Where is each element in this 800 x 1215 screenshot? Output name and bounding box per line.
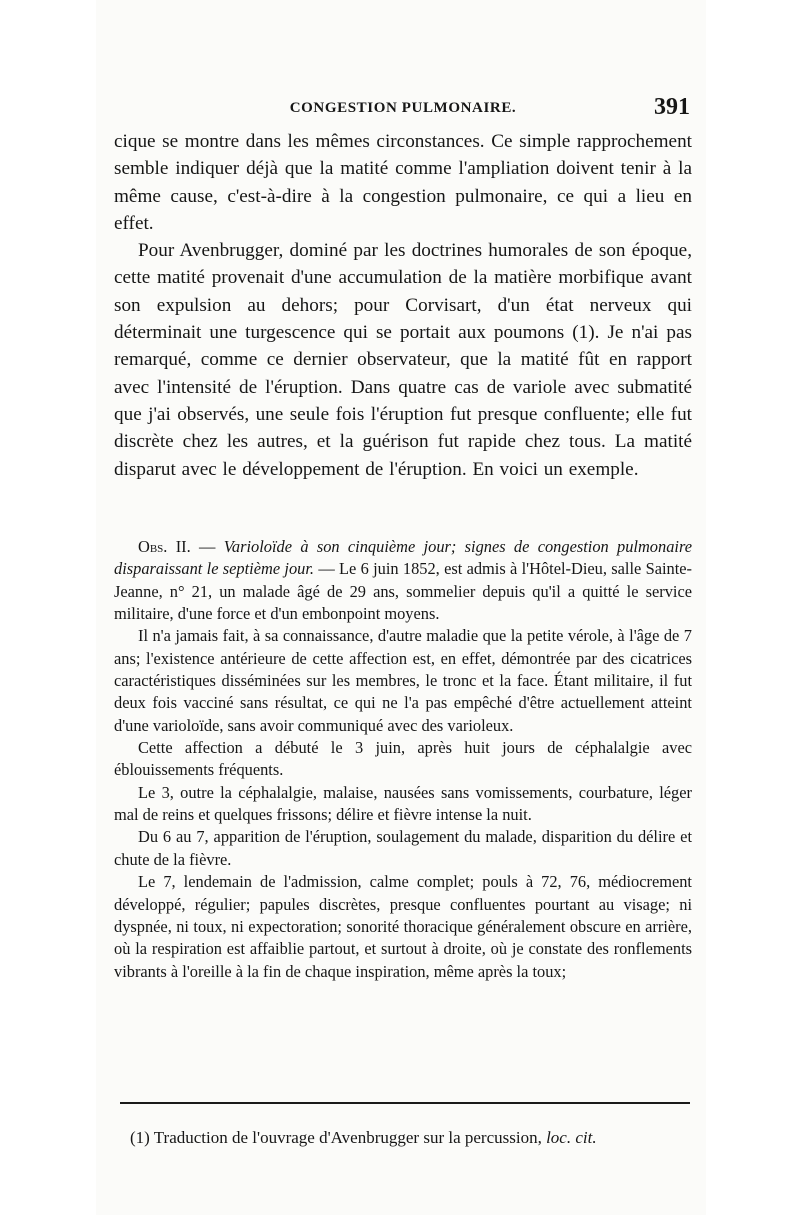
paragraph-continuation: cique se montre dans les mêmes circonstances. Ce simple rapprochement semble indiquer déjà que la matité comme l'ampliation doivent tenir à la même cause, c'est-à-dire à la congestion pulmonaire, ce qui a lieu en effet. [114,131,692,234]
observation-dash: — [190,537,224,556]
observation-title: Varioloïde à son cinquième jour; signes de congestion pulmonaire disparaissant le septième jour. [114,537,692,579]
observation-day-3: Le 3, outre la céphalalgie, malaise, nausées sans vomissements, courbature, léger mal de reins et quelques frissons; délire et fièvre intense la nuit. [114,782,692,825]
main-text [114,128,692,483]
running-head: CONGESTION PULMONAIRE. [289,100,517,116]
observation-admission: — Le 6 juin 1852, est admis à l'Hôtel-Dieu, salle Sainte-Jeanne, n° 21, un malade âgé de 29 ans, sommelier depuis qu'il a quitté le service militaire, d'une force et d'un embonpoint moyens. [114,559,693,624]
observation-onset: Cette affection a débuté le 3 juin, après huit jours de céphalalgie avec éblouissements fréquents. [114,738,692,780]
observation-block [114,536,692,983]
observation-day-7: Le 7, lendemain de l'admission, calme complet; pouls à 72, 76, médiocrement développé, régulier; papules discrètes, presque confluentes pourtant au visage; ni dyspnée, ni toux, ni expectoration; sonorité thoracique généralement obscure en arrière, où la respiration est affaiblie partout, et surtout à droite, où je constate des ronflements vibrants à l'oreille à la fin de chaque inspiration, même après la toux; [114,872,692,981]
observation-history: Il n'a jamais fait, à sa connaissance, d'autre maladie que la petite vérole, à l'âge de 7 ans; l'existence antérieure de cette affection est, en effet, démontrée par des cicatrices caractéristiques disséminées sur les membres, le tronc et la face. Étant militaire, il fut deux fois vacciné sans résultat, ce qui ne l'a pas empêché d'être actuellement atteint d'une varioloïde, sans avoir communiqué avec des varioleux. [114,626,692,735]
footnote-reference: loc. cit. [546,1128,597,1147]
page-header [114,96,692,128]
page-number: 391 [654,94,690,120]
observation-label: Obs. II. [138,537,191,556]
footnote-text: (1) Traduction de l'ouvrage d'Avenbrugger sur la percussion, [130,1128,547,1147]
footnote-rule [120,1102,690,1104]
footnote [130,1127,700,1149]
observation-day-6-7: Du 6 au 7, apparition de l'éruption, soulagement du malade, disparition du délire et chute de la fièvre. [114,827,692,869]
observation-intro [114,536,692,625]
paragraph-avenbrugger: Pour Avenbrugger, dominé par les doctrines humorales de son époque, cette matité provenait d'une accumulation de la matière morbifique avant son expulsion au dehors; pour Corvisart, d'un état nerveux qui déterminait une turgescence qui se portait aux poumons (1). Je n'ai pas remarqué, comme ce dernier observateur, que la matité fût en rapport avec l'intensité de l'éruption. Dans quatre cas de variole avec submatité que j'ai observés, une seule fois l'éruption fut presque confluente; elle fut discrète chez les autres, et la guérison fut rapide chez tous. La matité disparut avec le développement de l'éruption. En voici un exemple. [114,240,692,480]
